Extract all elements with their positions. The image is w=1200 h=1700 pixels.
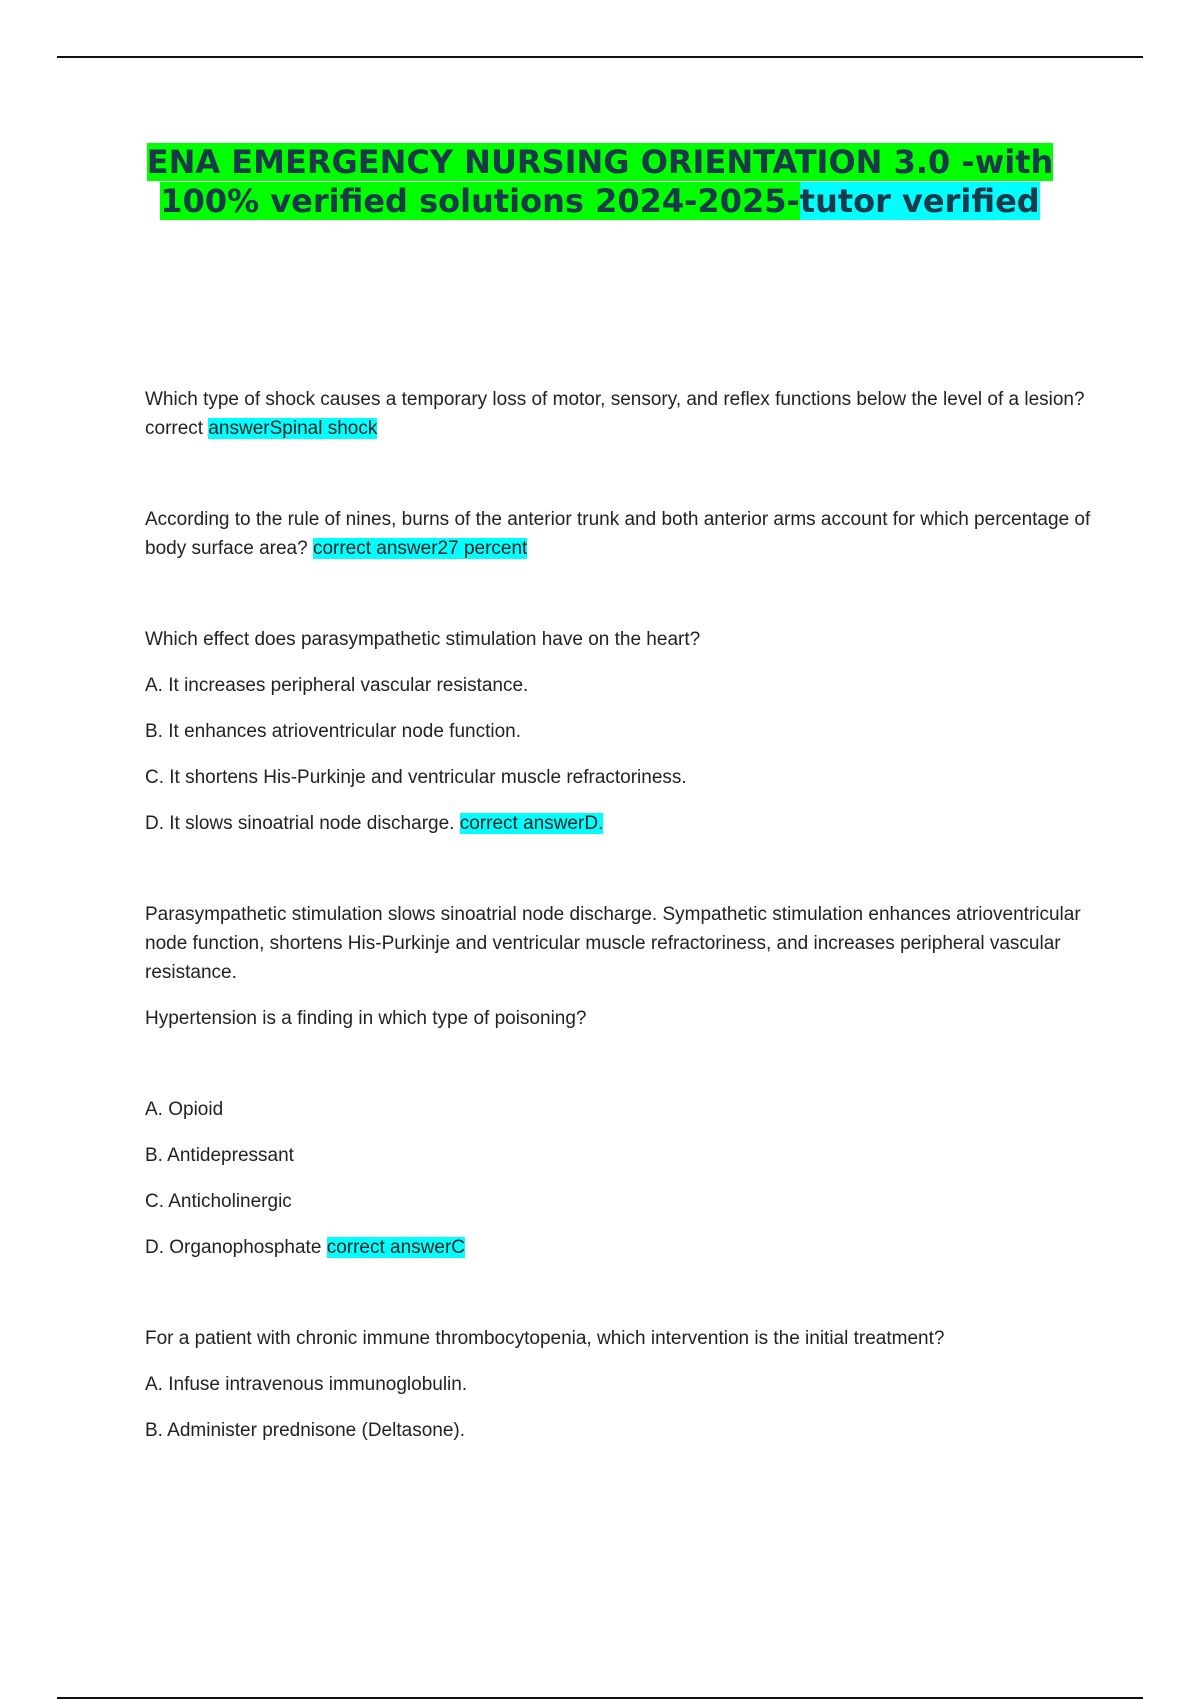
option-b: B. It enhances atrioventricular node function. <box>145 721 522 742</box>
bottom-rule <box>57 1697 1143 1699</box>
title-tutor-verified: tutor verified <box>799 182 1040 220</box>
answer-highlight: correct answerC <box>326 1237 466 1258</box>
option-c: C. It shortens His-Purkinje and ventricular muscle refractoriness. <box>145 767 687 788</box>
question-4-stem: Hypertension is a finding in which type of poisoning? <box>145 1008 587 1029</box>
document-body <box>145 385 1095 1445</box>
answer-highlight: answerSpinal shock <box>208 418 378 439</box>
document-title <box>100 143 1100 221</box>
question-5-stem: For a patient with chronic immune thrombocytopenia, which intervention is the initial treatment? <box>145 1328 945 1349</box>
title-dash: - <box>786 182 800 220</box>
option-text: D. Organophosphate <box>145 1237 327 1258</box>
title-main: ENA EMERGENCY NURSING ORIENTATION 3.0 -with 100% verified solutions 2024-2025 <box>146 143 1054 220</box>
option-b: B. Administer prednisone (Deltasone). <box>145 1420 465 1441</box>
option-b: B. Antidepressant <box>145 1145 294 1166</box>
answer-highlight: correct answerD. <box>459 813 604 834</box>
rationale: Parasympathetic stimulation slows sinoatrial node discharge. Sympathetic stimulation enhances atrioventricular node function, shortens His-Purkinje and ventricular muscle refractoriness, and increases peripheral vascular resistance. <box>145 904 1081 983</box>
option-c: C. Anticholinergic <box>145 1191 292 1212</box>
option-a: A. Infuse intravenous immunoglobulin. <box>145 1374 468 1395</box>
question-3-stem: Which effect does parasympathetic stimulation have on the heart? <box>145 629 701 650</box>
question-text: According to the rule of nines, burns of the anterior trunk and both anterior arms account for which percentage of body surface area? <box>145 509 1091 559</box>
option-a: A. Opioid <box>145 1099 224 1120</box>
question-1 <box>145 385 1095 443</box>
question-text: Which type of shock causes a temporary loss of motor, sensory, and reflex functions below the level of a lesion? correct <box>145 389 1085 439</box>
top-rule <box>57 56 1143 58</box>
option-d <box>145 809 1095 838</box>
question-2 <box>145 505 1095 563</box>
answer-highlight: correct answer27 percent <box>312 538 528 559</box>
option-a: A. It increases peripheral vascular resistance. <box>145 675 529 696</box>
option-d <box>145 1233 1095 1262</box>
option-text: D. It slows sinoatrial node discharge. <box>145 813 460 834</box>
